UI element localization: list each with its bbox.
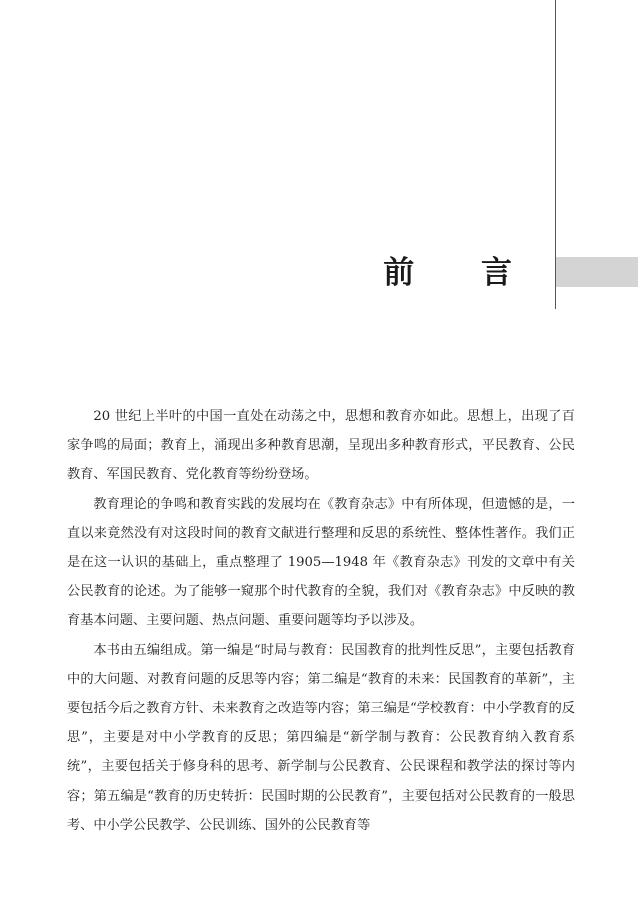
page-title: 前 言: [383, 255, 540, 291]
chapter-tab: [556, 257, 638, 287]
paragraph: 20 世纪上半叶的中国一直处在动荡之中，思想和教育亦如此。思想上，出现了百家争鸣的局面；教育上，涌现出多种教育思潮，呈现出多种教育形式，平民教育、公民教育、军国民教育、党化教育等纷纷登场。: [67, 409, 575, 483]
body-text: [67, 402, 575, 840]
paragraph: 教育理论的争鸣和教育实践的发展均在《教育杂志》中有所体现，但遗憾的是，一直以来竟然没有对这段时间的教育文献进行整理和反思的系统性、整体性著作。我们正是在这一认识的基础上，重点整理了 1905—1948 年《教育杂志》刊发的文章中有关公民教育的论述。为了能够一窥那个时代教育的全貌，我们对《教育杂志》中反映的教育基本问题、主要问题、热点问题、重要问题等均予以涉及。: [67, 496, 575, 629]
paragraph: 本书由五编组成。第一编是“时局与教育：民国教育的批判性反思”，主要包括教育中的大问题、对教育问题的反思等内容；第二编是“教育的未来：民国教育的革新”，主要包括今后之教育方针、未来教育之改造等内容；第三编是“学校教育：中小学教育的反思”，主要是对中小学教育的反思；第四编是“新学制与教育：公民教育纳入教育系统”，主要包括关于修身科的思考、新学制与公民教育、公民课程和教学法的探讨等内容；第五编是“教育的历史转折：民国时期的公民教育”，主要包括对公民教育的一般思考、中小学公民教学、公民训练、国外的公民教育等: [67, 642, 575, 833]
